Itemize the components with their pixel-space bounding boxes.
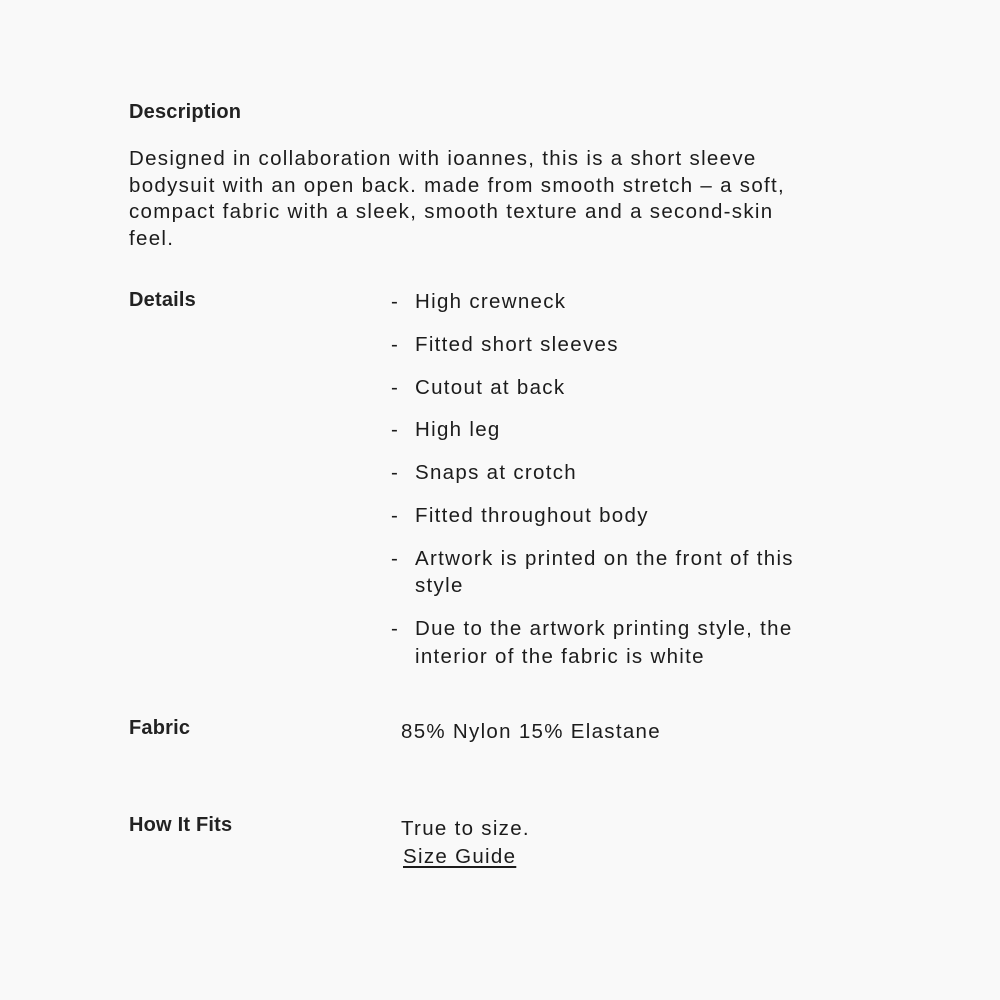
details-item-text: Fitted throughout body bbox=[415, 503, 649, 527]
fabric-section bbox=[129, 716, 829, 776]
bullet-dash: - bbox=[391, 503, 400, 527]
details-item-text: Fitted short sleeves bbox=[415, 332, 619, 356]
fabric-heading: Fabric bbox=[129, 717, 191, 740]
fit-value: True to size. bbox=[401, 817, 530, 841]
details-item-text: Artwork is printed on the front of this style bbox=[415, 546, 794, 598]
details-list bbox=[391, 288, 829, 670]
bullet-dash: - bbox=[391, 617, 400, 641]
details-item bbox=[391, 288, 815, 316]
details-item bbox=[391, 374, 815, 402]
details-item bbox=[391, 502, 815, 530]
details-item-text: High crewneck bbox=[415, 290, 567, 313]
bullet-dash: - bbox=[391, 332, 400, 356]
details-section bbox=[129, 288, 829, 670]
size-guide-link[interactable]: Size Guide bbox=[403, 845, 517, 869]
details-heading: Details bbox=[129, 289, 196, 311]
details-item-text: Snaps at crotch bbox=[415, 461, 577, 485]
details-item bbox=[391, 459, 815, 487]
bullet-dash: - bbox=[391, 546, 400, 570]
bullet-dash: - bbox=[391, 418, 400, 442]
bullet-dash: - bbox=[391, 461, 400, 485]
details-item-text: Cutout at back bbox=[415, 375, 566, 399]
product-info-panel bbox=[129, 98, 829, 873]
fit-section bbox=[129, 813, 829, 873]
bullet-dash: - bbox=[391, 375, 400, 399]
details-item-text: High leg bbox=[415, 418, 501, 442]
details-item bbox=[391, 545, 795, 600]
bullet-dash: - bbox=[391, 290, 400, 313]
details-item-text: Due to the artwork printing style, the interior of the fabric is white bbox=[415, 617, 793, 668]
description-heading: Description bbox=[129, 101, 242, 123]
details-item bbox=[391, 331, 815, 359]
fit-value-block bbox=[401, 815, 530, 871]
description-section bbox=[129, 98, 829, 252]
details-item bbox=[391, 416, 815, 444]
fit-heading: How It Fits bbox=[129, 814, 233, 837]
fabric-value: 85% Nylon 15% Elastane bbox=[401, 720, 661, 744]
details-item bbox=[391, 615, 815, 670]
description-text: Designed in collaboration with ioannes, this is a short sleeve bodysuit with an open back. made from smooth stretch – a soft, compact fabric with a sleek, smooth texture and a second-skin feel. bbox=[129, 147, 786, 250]
